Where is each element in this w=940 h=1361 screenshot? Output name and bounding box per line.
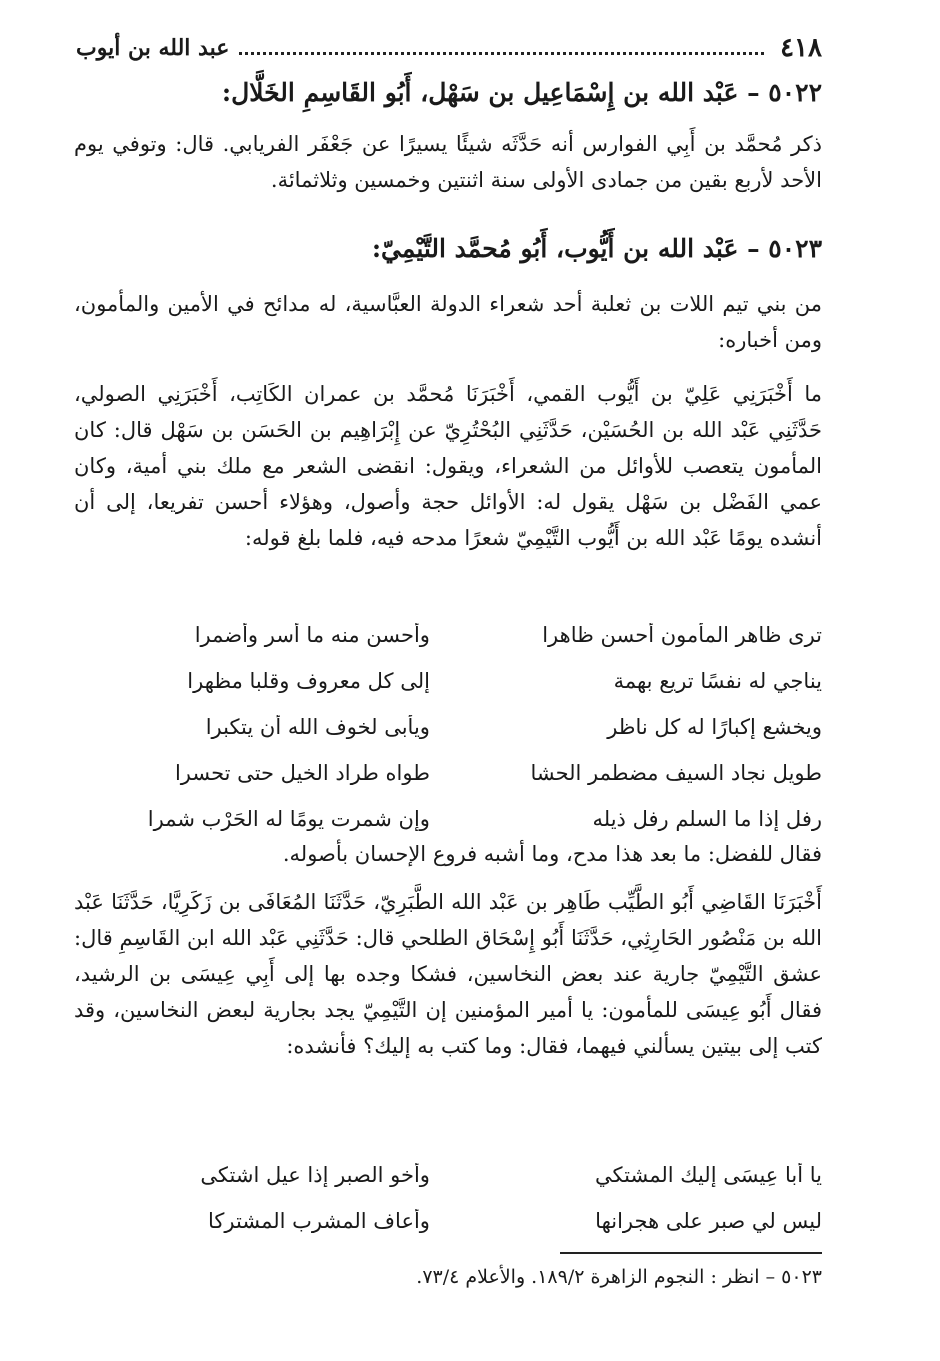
verse-first-hemistich: ليس لي صبر على هجرانها [595, 1209, 822, 1233]
verse-second-hemistich: وإن شمرت يومًا له الحَرْب شمرا [147, 807, 430, 831]
entry-heading-5023: ٥٠٢٣ – عَبْد الله بن أَيُّوب، أَبُو مُحمَّد التَّيْمِيّ: [371, 234, 822, 263]
verse-second-hemistich: وأعاف المشرب المشتركا [208, 1209, 430, 1233]
verse-first-hemistich: يا أبا عِيسَى إليك المشتكي [595, 1163, 822, 1187]
verse-first-hemistich: يناجي له نفسًا تريع بهمة [613, 669, 822, 693]
footnote: ٥٠٢٣ – انظر : النجوم الزاهرة ١٨٩/٢. والأعلام ٧٣/٤. [416, 1266, 822, 1288]
poem-ghazal [96, 1152, 822, 1244]
poem-verse [96, 750, 822, 796]
poem-verse [96, 1152, 822, 1198]
page-number: ٤١٨ [780, 33, 822, 63]
poem-verse [96, 704, 822, 750]
verse-first-hemistich: رفل إذا ما السلم رفل ذيله [592, 807, 822, 831]
running-head [76, 30, 822, 66]
poem-verse [96, 1198, 822, 1244]
footnote-rule [560, 1252, 822, 1254]
entry-text-5022: ذكر مُحمَّد بن أَبِي الفوارس أنه حَدَّثَه شيئًا يسيرًا عن جَعْفَر الفريابي. قال: وتوفي يوم الأحد لأربع بقين من جمادى الأولى سنة اثنتين وخمسين وثلاثمائة. [74, 132, 822, 192]
leader-dots [239, 52, 764, 55]
poem-verse [96, 658, 822, 704]
verse-second-hemistich: وأحسن منه ما أسر وأضمرا [194, 623, 430, 647]
entry-after-poem: فقال للفضل: ما بعد هذا مدح، وما أشبه فروع الإحسان بأصوله. [282, 842, 822, 866]
poem-madh [96, 612, 822, 842]
verse-first-hemistich: ترى ظاهر المأمون أحسن ظاهرا [542, 623, 822, 647]
verse-first-hemistich: طويل نجاد السيف مضطمر الحشا [530, 761, 822, 785]
entry-intro-5023: من بني تيم اللات بن ثعلبة أحد شعراء الدولة العبَّاسية، له مدائح في الأمين والمأمون، ومن أخباره: [74, 292, 822, 352]
entry-heading-5022: ٥٠٢٢ – عَبْد الله بن إِسْمَاعِيل بن سَهْل، أَبُو القَاسِمِ الخَلَّال: [221, 78, 822, 107]
poem-verse [96, 612, 822, 658]
verse-second-hemistich: إلى كل معروف وقلبا مظهرا [187, 669, 430, 693]
verse-first-hemistich: ويخشع إكبارًا له كل ناظرٍ [607, 715, 822, 739]
entry-narration-2: أَخْبَرَنَا القَاضِي أَبُو الطَّيِّب طَاهِر بن عَبْد الله الطَّبَرِيّ، حَدَّثَنَا المُعَافَى بن زَكَرِيَّا، حَدَّثَنَا عَبْد الله بن مَنْصُور الحَارِثِي، حَدَّثَنَا أَبُو إِسْحَاق الطلحي قال: حَدَّثَنِي عَبْد الله ابن القَاسِمِ قال: عشق التَّيْمِيّ جارية عند بعض النخاسين، فشكا وجده بها إلى أَبِي عِيسَى بن الرشيد، فقال أَبُو عِيسَى للمأمون: يا أمير المؤمنين إن التَّيْمِيّ يجد بجارية لبعض النخاسين، وقد كتب إلى بيتين يسألني فيهما، فقال: وما كتب به إليك؟ فأنشده: [74, 890, 822, 1058]
running-title: عبد الله بن أيوب [76, 35, 230, 61]
verse-second-hemistich: وأخو الصبر إذا عيل اشتكى [200, 1163, 430, 1187]
verse-second-hemistich: طواه طراد الخيل حتى تحسرا [174, 761, 430, 785]
entry-narration-5023: ما أَخْبَرَنِي عَلِيّ بن أَيُّوب القمي، أَخْبَرَنَا مُحمَّد بن عمران الكَاتِب، أَخْبَرَنِي الصولي، حَدَّثَنِي عَبْد الله بن الحُسَيْن، حَدَّثَنِي البُحْتُرِيّ عن إِبْرَاهِيم بن الحَسَن بن سَهْل قال: كان المأمون يتعصب للأوائل من الشعراء، ويقول: انقضى الشعر مع ملك بني أمية، وكان عمي الفَضْل بن سَهْل يقول له: الأوائل حجة وأصول، وهؤلاء أحسن تفريعا، إلى أن أنشده يومًا عَبْد الله بن أَيُّوب التَّيْمِيّ شعرًا مدحه فيه، فلما بلغ قوله: [74, 382, 822, 550]
verse-second-hemistich: ويأبى لخوف الله أن يتكبرا [205, 715, 430, 739]
